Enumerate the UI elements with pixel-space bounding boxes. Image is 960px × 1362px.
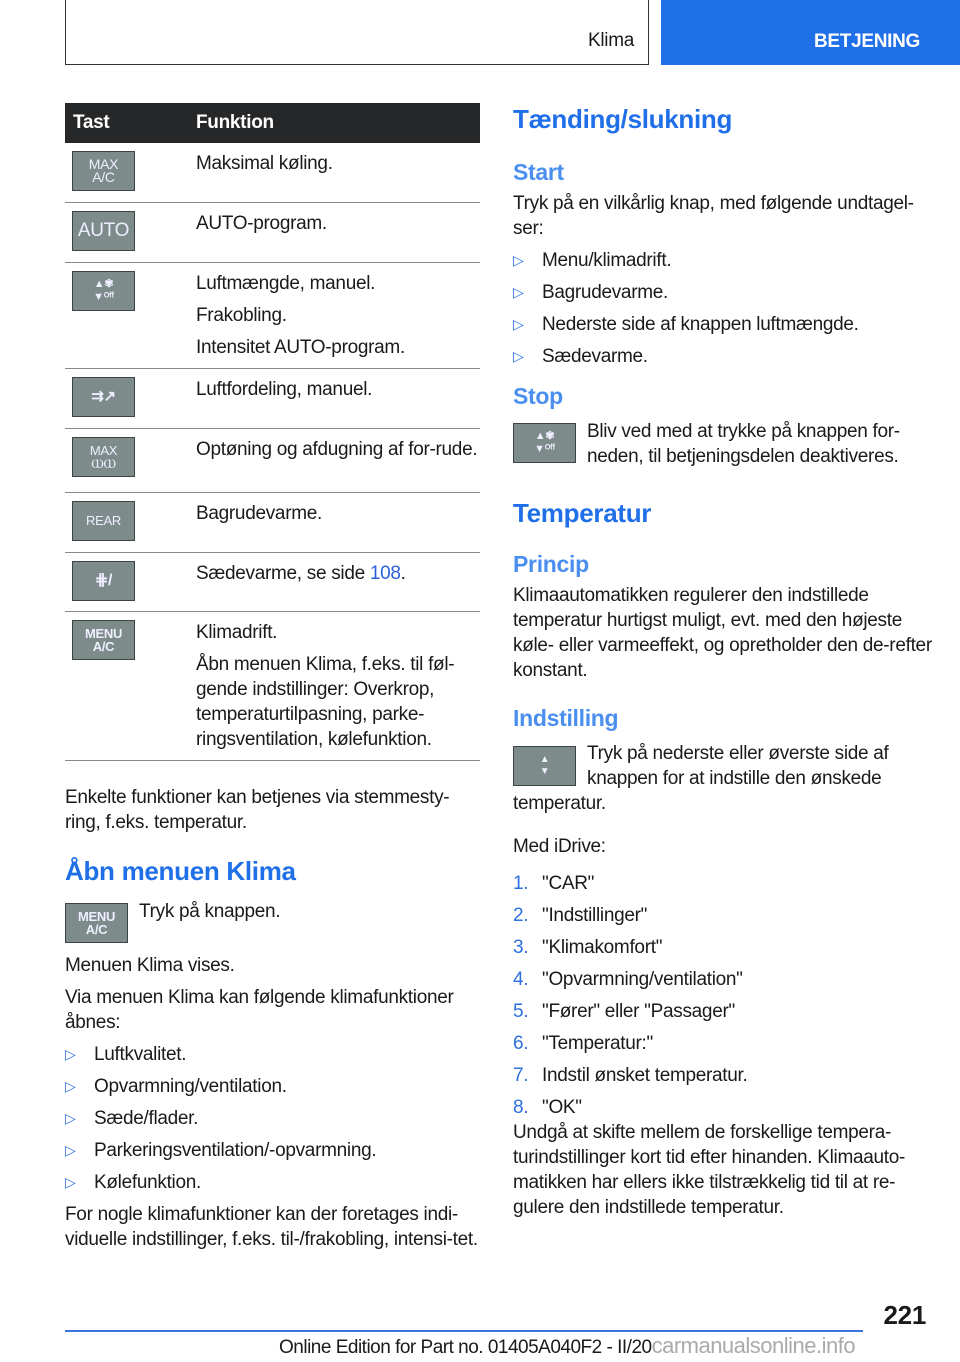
col-key: Tast xyxy=(65,103,196,143)
on-off-heading: Tænding/slukning xyxy=(513,104,733,134)
table-row xyxy=(65,428,480,492)
triangle-bullet-icon: ▷ xyxy=(65,1045,76,1062)
list-item: ▷ Sæde/flader. xyxy=(65,1107,199,1129)
function-text: AUTO-program. xyxy=(196,212,327,234)
triangle-bullet-icon: ▷ xyxy=(65,1173,76,1190)
footer-rule xyxy=(65,1330,863,1332)
triangle-bullet-icon: ▷ xyxy=(65,1141,76,1158)
voice-note: Enkelte funktioner kan betjenes via stemmesty-ring, f.eks. temperatur. xyxy=(65,786,450,833)
function-text: Maksimal køling. xyxy=(196,153,333,174)
warning-text: Undgå at skifte mellem de forskellige tempera-turindstillinger kort tid efter hinanden. Klimaauto-matikken har ellers ikke tilstrækkelig tid til at re-gulere den indstillede temperatur. xyxy=(513,1122,906,1218)
setting-heading: Indstilling xyxy=(513,705,619,731)
open-menu-text: Tryk på knappen. xyxy=(139,900,281,922)
list-item: ▷ Bagrudevarme. xyxy=(513,282,669,303)
stop-heading: Stop xyxy=(513,383,563,409)
table-row xyxy=(65,552,480,611)
function-text: Frakobling. xyxy=(196,304,287,326)
idrive-steps xyxy=(513,871,933,1120)
triangle-bullet-icon: ▷ xyxy=(65,1077,76,1094)
list-item: 6. "Temperatur:" xyxy=(513,1033,653,1054)
open-menu-row xyxy=(65,899,480,943)
start-text: Tryk på en vilkårlig knap, med følgende undtagel-ser: xyxy=(513,193,914,239)
fan-off-key-icon: ▲✾ ▼ᴼᶠᶠ xyxy=(72,271,135,311)
list-item: 3. "Klimakomfort" xyxy=(513,937,663,958)
list-item: 5. "Fører" eller "Passager" xyxy=(513,1001,735,1022)
principle-heading: Princip xyxy=(513,551,589,577)
table-row xyxy=(65,368,480,428)
function-text: Sædevarme, se side 108. xyxy=(196,562,406,584)
list-item: ▷ Sædevarme. xyxy=(513,346,648,367)
setting-block xyxy=(513,741,933,816)
page-link[interactable]: 108 xyxy=(369,562,401,584)
start-exceptions-list xyxy=(513,248,933,369)
menu-function-list xyxy=(65,1042,480,1195)
function-text: Luftmængde, manuel. xyxy=(196,272,376,294)
col-function: Funktion xyxy=(196,103,480,143)
list-item: ▷ Parkeringsventilation/-opvarmning. xyxy=(65,1139,377,1161)
function-text: Intensitet AUTO-program. xyxy=(196,336,405,358)
table-row xyxy=(65,143,480,202)
chapter-tab[interactable]: BETJENING xyxy=(661,0,960,65)
list-item: ▷ Menu/klimadrift. xyxy=(513,250,672,271)
function-text: Åbn menuen Klima, f.eks. til føl-gende indstillinger: Overkrop, temperaturtilpasning, parke-ringsventilation, kølefunktion. xyxy=(196,653,455,750)
stop-row xyxy=(513,419,933,469)
list-item: 4. "Opvarmning/ventilation" xyxy=(513,969,743,990)
max-ac-key-icon: MAX A/C xyxy=(72,151,135,191)
rear-defrost-key-icon: REAR xyxy=(72,501,135,541)
menu-shown-text: Menuen Klima vises. xyxy=(65,954,235,976)
max-defrost-key-icon: MAX ⲰⲰ xyxy=(72,437,135,477)
triangle-bullet-icon: ▷ xyxy=(513,348,524,364)
watermark: carmanualsonline.info xyxy=(651,1333,856,1358)
function-text: Klimadrift. xyxy=(196,621,278,643)
table-row xyxy=(65,202,480,262)
triangle-bullet-icon: ▷ xyxy=(65,1109,76,1126)
table-row xyxy=(65,262,480,368)
list-item: 8. "OK" xyxy=(513,1097,582,1118)
temperature-heading: Temperatur xyxy=(513,498,652,528)
menu-ac-key-icon: MENU A/C xyxy=(65,903,128,943)
page-number: 221 xyxy=(883,1300,926,1330)
left-column xyxy=(65,103,480,1252)
stop-text: Bliv ved med at trykke på knappen for-neden, til betjeningsdelen deaktiveres. xyxy=(587,421,900,467)
air-distribution-key-icon: ⇉↗ xyxy=(72,377,135,417)
temperature-rocker-key-icon: ▲ ▼ xyxy=(513,746,576,786)
list-item: ▷ Kølefunktion. xyxy=(65,1171,201,1193)
via-menu-text: Via menuen Klima kan følgende klimafunktioner åbnes: xyxy=(65,986,454,1033)
list-item: 1. "CAR" xyxy=(513,873,595,894)
seat-heating-key-icon: ⋕/ xyxy=(72,561,135,601)
triangle-bullet-icon: ▷ xyxy=(513,316,524,332)
table-row xyxy=(65,611,480,760)
right-column xyxy=(513,103,933,1220)
fan-off-key-icon: ▲✾ ▼ᴼᶠᶠ xyxy=(513,423,576,463)
function-text: Bagrudevarme. xyxy=(196,502,323,524)
principle-text: Klimaautomatikken regulerer den indstillede temperatur hurtigst muligt, evt. med den højeste køle- eller varmeeffekt, og opretholder den de-refter konstant. xyxy=(513,585,932,681)
function-text: Luftfordeling, manuel. xyxy=(196,378,373,400)
footer-edition: Online Edition for Part no. 01405A040F2 - II/20carmanualsonline.info xyxy=(279,1333,856,1358)
list-item: 2. "Indstillinger" xyxy=(513,905,648,926)
menu-ac-key-icon: MENU A/C xyxy=(72,620,135,660)
triangle-bullet-icon: ▷ xyxy=(513,284,524,300)
open-menu-heading: Åbn menuen Klima xyxy=(65,855,296,886)
setting-text: Tryk på nederste eller øverste side af knappen for at indstille den ønskede temperatur. xyxy=(513,743,889,814)
list-item: 7. Indstil ønsket temperatur. xyxy=(513,1065,748,1086)
list-item: ▷ Opvarmning/ventilation. xyxy=(65,1075,287,1097)
table-row xyxy=(65,492,480,552)
function-text: Optøning og afdugning af for-rude. xyxy=(196,438,478,460)
auto-key-icon: AUTO xyxy=(72,211,135,251)
start-heading: Start xyxy=(513,159,564,185)
section-title: Klima xyxy=(587,30,634,51)
list-item: ▷ Nederste side af knappen luftmængde. xyxy=(513,314,859,335)
list-item: ▷ Luftkvalitet. xyxy=(65,1043,187,1065)
idrive-label: Med iDrive: xyxy=(513,836,606,857)
header-box xyxy=(65,0,649,65)
triangle-bullet-icon: ▷ xyxy=(513,252,524,268)
key-function-table xyxy=(65,103,480,761)
individual-settings-note: For nogle klimafunktioner kan der foretages indi-viduelle indstillinger, f.eks. til-/frakobling, intensi-tet. xyxy=(65,1203,478,1250)
